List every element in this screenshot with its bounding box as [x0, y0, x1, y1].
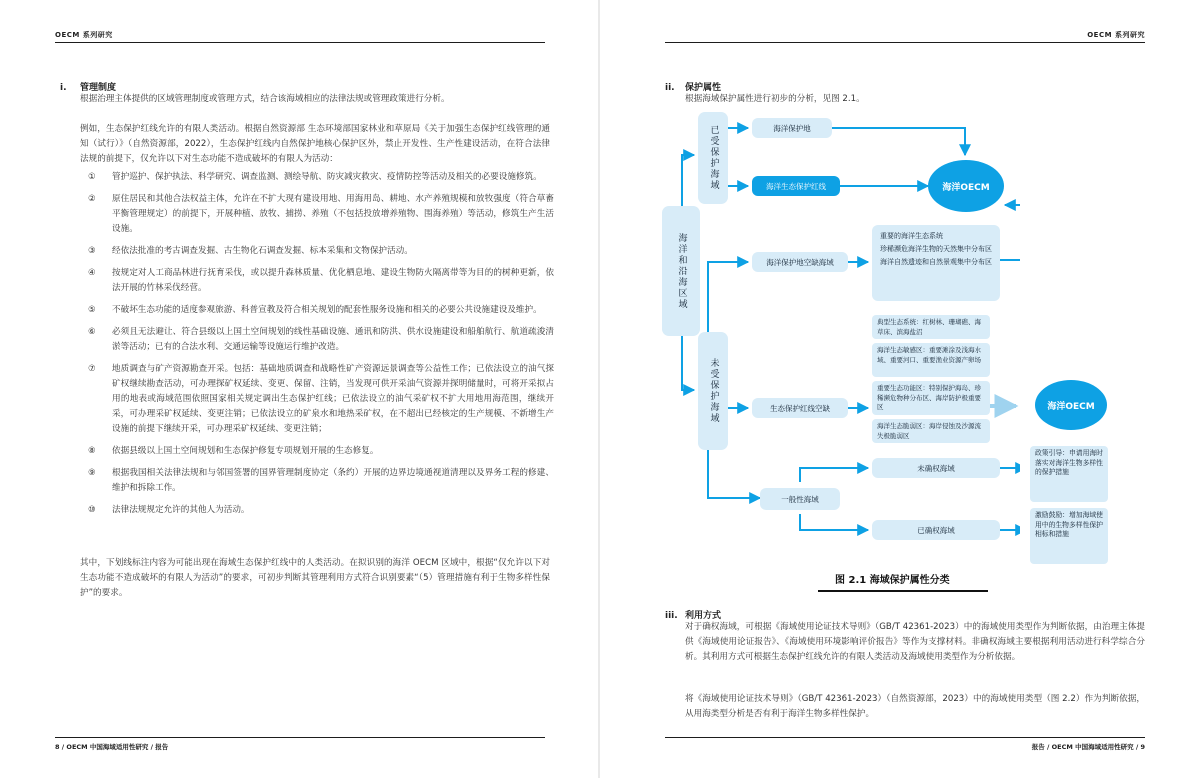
section-title: 保护属性 — [685, 83, 722, 93]
list-item: ⑩ 法律法规规定允许的其他人为活动。 — [88, 505, 250, 515]
pa-gap-item: 重要的海洋生态系统 — [880, 232, 943, 240]
list-item: ② 原住居民和其他合法权益主体，允许在不扩大现有建设用地、用海用岛、耕地、水产养殖规模和放牧强度（符合草畜平衡管理规定）的前提下，开展种植、放牧、捕捞、养殖（不包括投放增养殖物、围海养殖）等活动，修筑生产生活设施。 — [88, 194, 554, 234]
redline-gap-item: 海洋生态脆弱区：海岸侵蚀及沙源流失极脆弱区 — [872, 419, 990, 443]
running-header: OECM 系列研究 — [1087, 31, 1145, 39]
section-number: iii. — [665, 611, 678, 621]
list-item: ⑧ 依据县级以上国土空间规划和生态保护修复专项规划开展的生态修复。 — [88, 446, 379, 456]
intro-paragraph: 根据治理主体提供的区域管理制度或管理方式，结合该海域相应的法律法规或管理政策进行分析。 — [80, 94, 450, 104]
footer-rule — [55, 737, 545, 738]
usage-paragraph-2: 将《海域使用论证技术导则》（GB/T 42361-2023）（自然资源部，2023）中的海域使用类型（图 2.2）作为判断依据，从用海类型分析是否有利于海洋生物多样性保护。 — [685, 694, 1145, 719]
header-rule — [665, 42, 1145, 43]
list-item: ⑤ 不破坏生态功能的适度参观旅游、科普宣教及符合相关规划的配套性服务设施和相关的必要公共设施建设及维护。 — [88, 305, 542, 315]
pa-gap-details — [872, 225, 1000, 301]
intro-paragraph: 根据海域保护属性进行初步的分析，见图 2.1。 — [685, 94, 865, 104]
node-unconfirmed-sea: 未确权海域 — [872, 458, 1000, 478]
list-item: ⑨ 根据我国相关法律法规和与邻国签署的国界管理制度协定（条约）开展的边界边境通视道清理以及界务工程的修建、维护和拆除工作。 — [88, 468, 554, 493]
node-eco-redline: 海洋生态保护红线 — [752, 176, 840, 196]
figure-caption: 图 2.1 海域保护属性分类 — [835, 575, 950, 586]
section-number: i. — [60, 83, 67, 93]
page-footer: 8 / OECM 中国海域适用性研究 / 报告 — [55, 743, 169, 751]
list-item: ⑦ 地质调查与矿产资源勘查开采。包括：基础地质调查和战略性矿产资源远景调查等公益性工作；已依法设立的油气探矿权继续勘查活动，可办理探矿权延续、变更、保留、注销，当发现可供开采油气资源并探明储量时，可将开采拟占用的地表或海域范围依照国家相关规定调出生态保护红线；已依法设立的油气采矿权不扩大用地用海范围，继续开采，可办理采矿权延续、变更注销；已依法设立的矿泉水和地热采矿权，在不超出已经核定的生产规模、不新增生产设施的前提下继续开采，可办理采矿权延续、变更注销； — [88, 364, 554, 434]
closing-paragraph: 其中，下划线标注内容为可能出现在海域生态保护红线中的人类活动。在拟识别的海洋 OECM 区域中，根据“仅允许以下对生态功能不造成破坏的有限人为活动”的要求，可初步判断其管理利用方式符合识别要素“（5）管理措施有利于生物多样性保护”的要求。 — [80, 558, 550, 598]
node-protected-area: 已受保护海域 — [698, 112, 728, 204]
node-marine-pa: 海洋保护地 — [752, 118, 832, 138]
page-footer: 报告 / OECM 中国海域适用性研究 / 9 — [1031, 743, 1145, 751]
activity-list — [88, 170, 554, 525]
list-item: ① 管护巡护、保护执法、科学研究、调查监测、测绘导航、防灾减灾救灾、疫情防控等活动及相关的必要设施修筑。 — [88, 172, 542, 182]
node-marine-coastal-area: 海洋和沿海区域 — [662, 206, 700, 336]
usage-paragraph: 对于确权海域，可根据《海域使用论证技术导则》（GB/T 42361-2023）中的海域使用类型作为判断依据，由治理主体提供《海域使用论证报告》、《海域使用环境影响评价报告》等作为支撑材料。非确权海域主要根据利用活动进行科学综合分析。其利用方式可根据生态保护红线允许的有限人类活动及海域使用类型作为分析依据。 — [685, 622, 1145, 662]
node-oecm-mid: 海洋OECM — [1035, 380, 1107, 430]
node-pa-gap: 海洋保护地空缺海域 — [752, 252, 848, 272]
list-item: ④ 按规定对人工商品林进行抚育采伐，或以提升森林质量、优化栖息地、建设生物防火隔离带等为目的的树种更新，依法开展的竹林采伐经营。 — [88, 268, 554, 293]
node-oecm-top: 海洋OECM — [928, 160, 1004, 212]
section-number: ii. — [665, 83, 675, 93]
redline-gap-item: 海洋生态敏感区：重要滩涂及浅海水域、重要河口、重要渔业资源产卵场 — [872, 343, 990, 377]
redline-gap-item: 重要生态功能区：特别保护海岛、珍稀濒危物种分布区、海岸防护极重要区 — [872, 381, 990, 415]
node-incentive: 激励鼓励：增加海域使用中的生物多样性保护相标和措施 — [1030, 508, 1108, 564]
running-header: OECM 系列研究 — [55, 31, 113, 39]
example-paragraph: 例如，生态保护红线允许的有限人类活动。根据自然资源部 生态环境部国家林业和草原局《关于加强生态保护红线管理的通知（试行）》（自然资源部，2022），生态保护红线内自然保护地核心保护区外，禁止开发性、生产性建设活动，在符合法律法规的前提下，仅允许以下对生态功能不造成破坏的有限人为活动： — [80, 124, 550, 164]
caption-rule — [818, 590, 988, 592]
redline-gap-item: 典型生态系统：红树林、珊瑚礁、海草床、滨海盐沼 — [872, 315, 990, 339]
protection-attribute-diagram — [660, 110, 1020, 565]
list-item: ③ 经依法批准的考古调查发掘、古生物化石调查发掘、标本采集和文物保护活动。 — [88, 246, 413, 256]
pa-gap-item: 珍稀濒危海洋生物的天然集中分布区 — [880, 245, 992, 253]
section-title: 利用方式 — [685, 611, 722, 621]
node-unprotected-area: 未受保护海域 — [698, 332, 728, 450]
section-title: 管理制度 — [80, 83, 117, 93]
list-item: ⑥ 必须且无法避让、符合县级以上国土空间规划的线性基础设施、通讯和防洪、供水设施建设和船舶航行、航道疏浚清淤等活动；已有的合法水利、交通运输等设施运行维护改造。 — [88, 327, 554, 352]
footer-rule — [665, 737, 1145, 738]
node-policy-guidance: 政策引导：申请用海时落实对海洋生物多样性的保护措施 — [1030, 446, 1108, 502]
header-rule — [55, 42, 545, 43]
pa-gap-item: 海洋自然遗迹和自然景观集中分布区 — [880, 258, 992, 266]
node-redline-gap: 生态保护红线空缺 — [752, 398, 848, 418]
node-confirmed-sea: 已确权海域 — [872, 520, 1000, 540]
node-general-sea: 一般性海域 — [760, 488, 840, 510]
